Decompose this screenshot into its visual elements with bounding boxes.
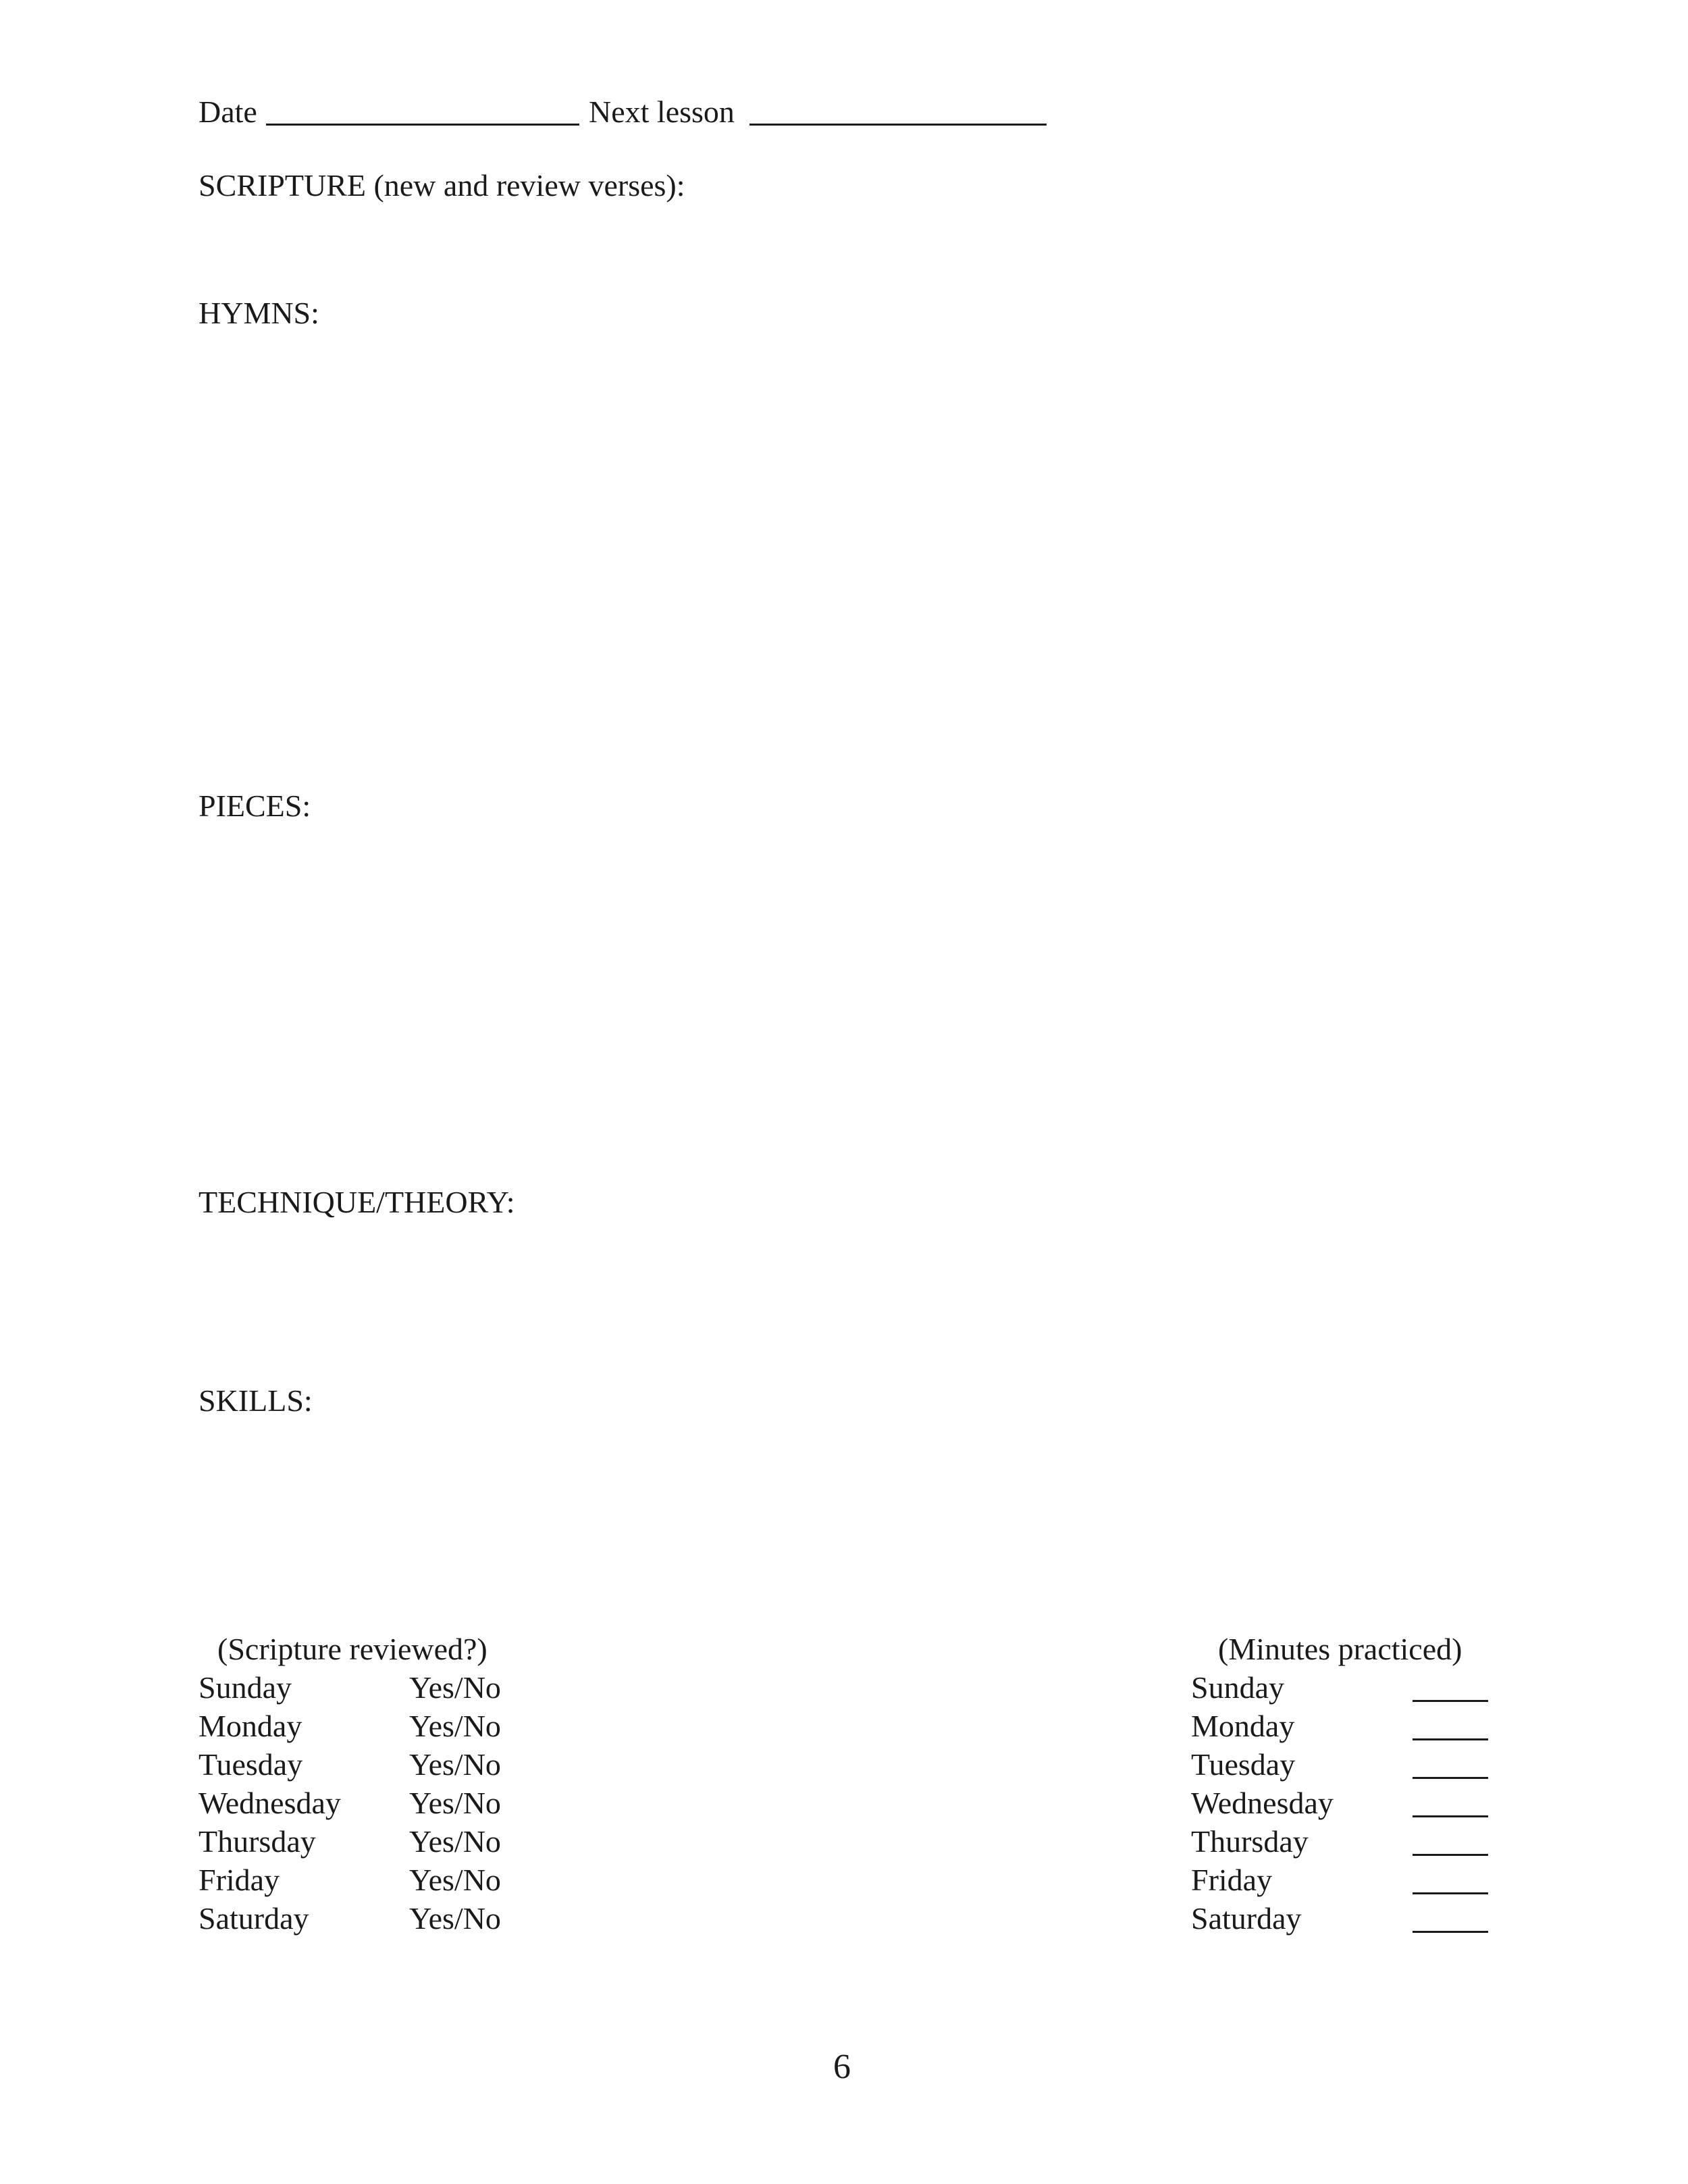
scripture-log-answer[interactable]: Yes/No (409, 1824, 501, 1859)
scripture-log-day: Monday (199, 1709, 302, 1743)
scripture-log-answer[interactable]: Yes/No (409, 1901, 501, 1936)
skills-heading: SKILLS: (199, 1383, 313, 1418)
scripture-log-answer[interactable]: Yes/No (409, 1670, 501, 1705)
practice-log-day: Tuesday (1191, 1747, 1296, 1782)
minutes-field[interactable] (1413, 1815, 1488, 1817)
date-label: Date (199, 95, 257, 129)
practice-log-day: Wednesday (1191, 1786, 1334, 1820)
next-lesson-label: Next lesson (589, 95, 735, 129)
next-lesson-field[interactable] (749, 124, 1047, 126)
scripture-log-day: Thursday (199, 1824, 316, 1859)
scripture-log-answer[interactable]: Yes/No (409, 1863, 501, 1897)
scripture-log-answer[interactable]: Yes/No (409, 1709, 501, 1743)
scripture-log-answer[interactable]: Yes/No (409, 1786, 501, 1820)
scripture-log-day: Wednesday (199, 1786, 341, 1820)
hymns-heading: HYMNS: (199, 296, 319, 330)
minutes-field[interactable] (1413, 1738, 1488, 1740)
scripture-log-day: Saturday (199, 1901, 309, 1936)
scripture-log-answer[interactable]: Yes/No (409, 1747, 501, 1782)
practice-log-day: Sunday (1191, 1670, 1284, 1705)
page-number: 6 (833, 2048, 851, 2086)
scripture-log-day: Tuesday (199, 1747, 303, 1782)
practice-log-day: Thursday (1191, 1824, 1309, 1859)
minutes-field[interactable] (1413, 1700, 1488, 1702)
minutes-field[interactable] (1413, 1931, 1488, 1933)
scripture-heading: SCRIPTURE (new and review verses): (199, 168, 685, 203)
minutes-field[interactable] (1413, 1777, 1488, 1779)
practice-log-day: Monday (1191, 1709, 1295, 1743)
date-field[interactable] (266, 124, 579, 126)
scripture-log-day: Friday (199, 1863, 280, 1897)
minutes-practiced-heading: (Minutes practiced) (1218, 1632, 1462, 1666)
minutes-field[interactable] (1413, 1892, 1488, 1894)
scripture-reviewed-heading: (Scripture reviewed?) (217, 1632, 487, 1666)
practice-log-day: Friday (1191, 1863, 1273, 1897)
minutes-field[interactable] (1413, 1854, 1488, 1856)
practice-log-day: Saturday (1191, 1901, 1302, 1936)
pieces-heading: PIECES: (199, 789, 311, 823)
technique-theory-heading: TECHNIQUE/THEORY: (199, 1185, 515, 1219)
scripture-log-day: Sunday (199, 1670, 292, 1705)
